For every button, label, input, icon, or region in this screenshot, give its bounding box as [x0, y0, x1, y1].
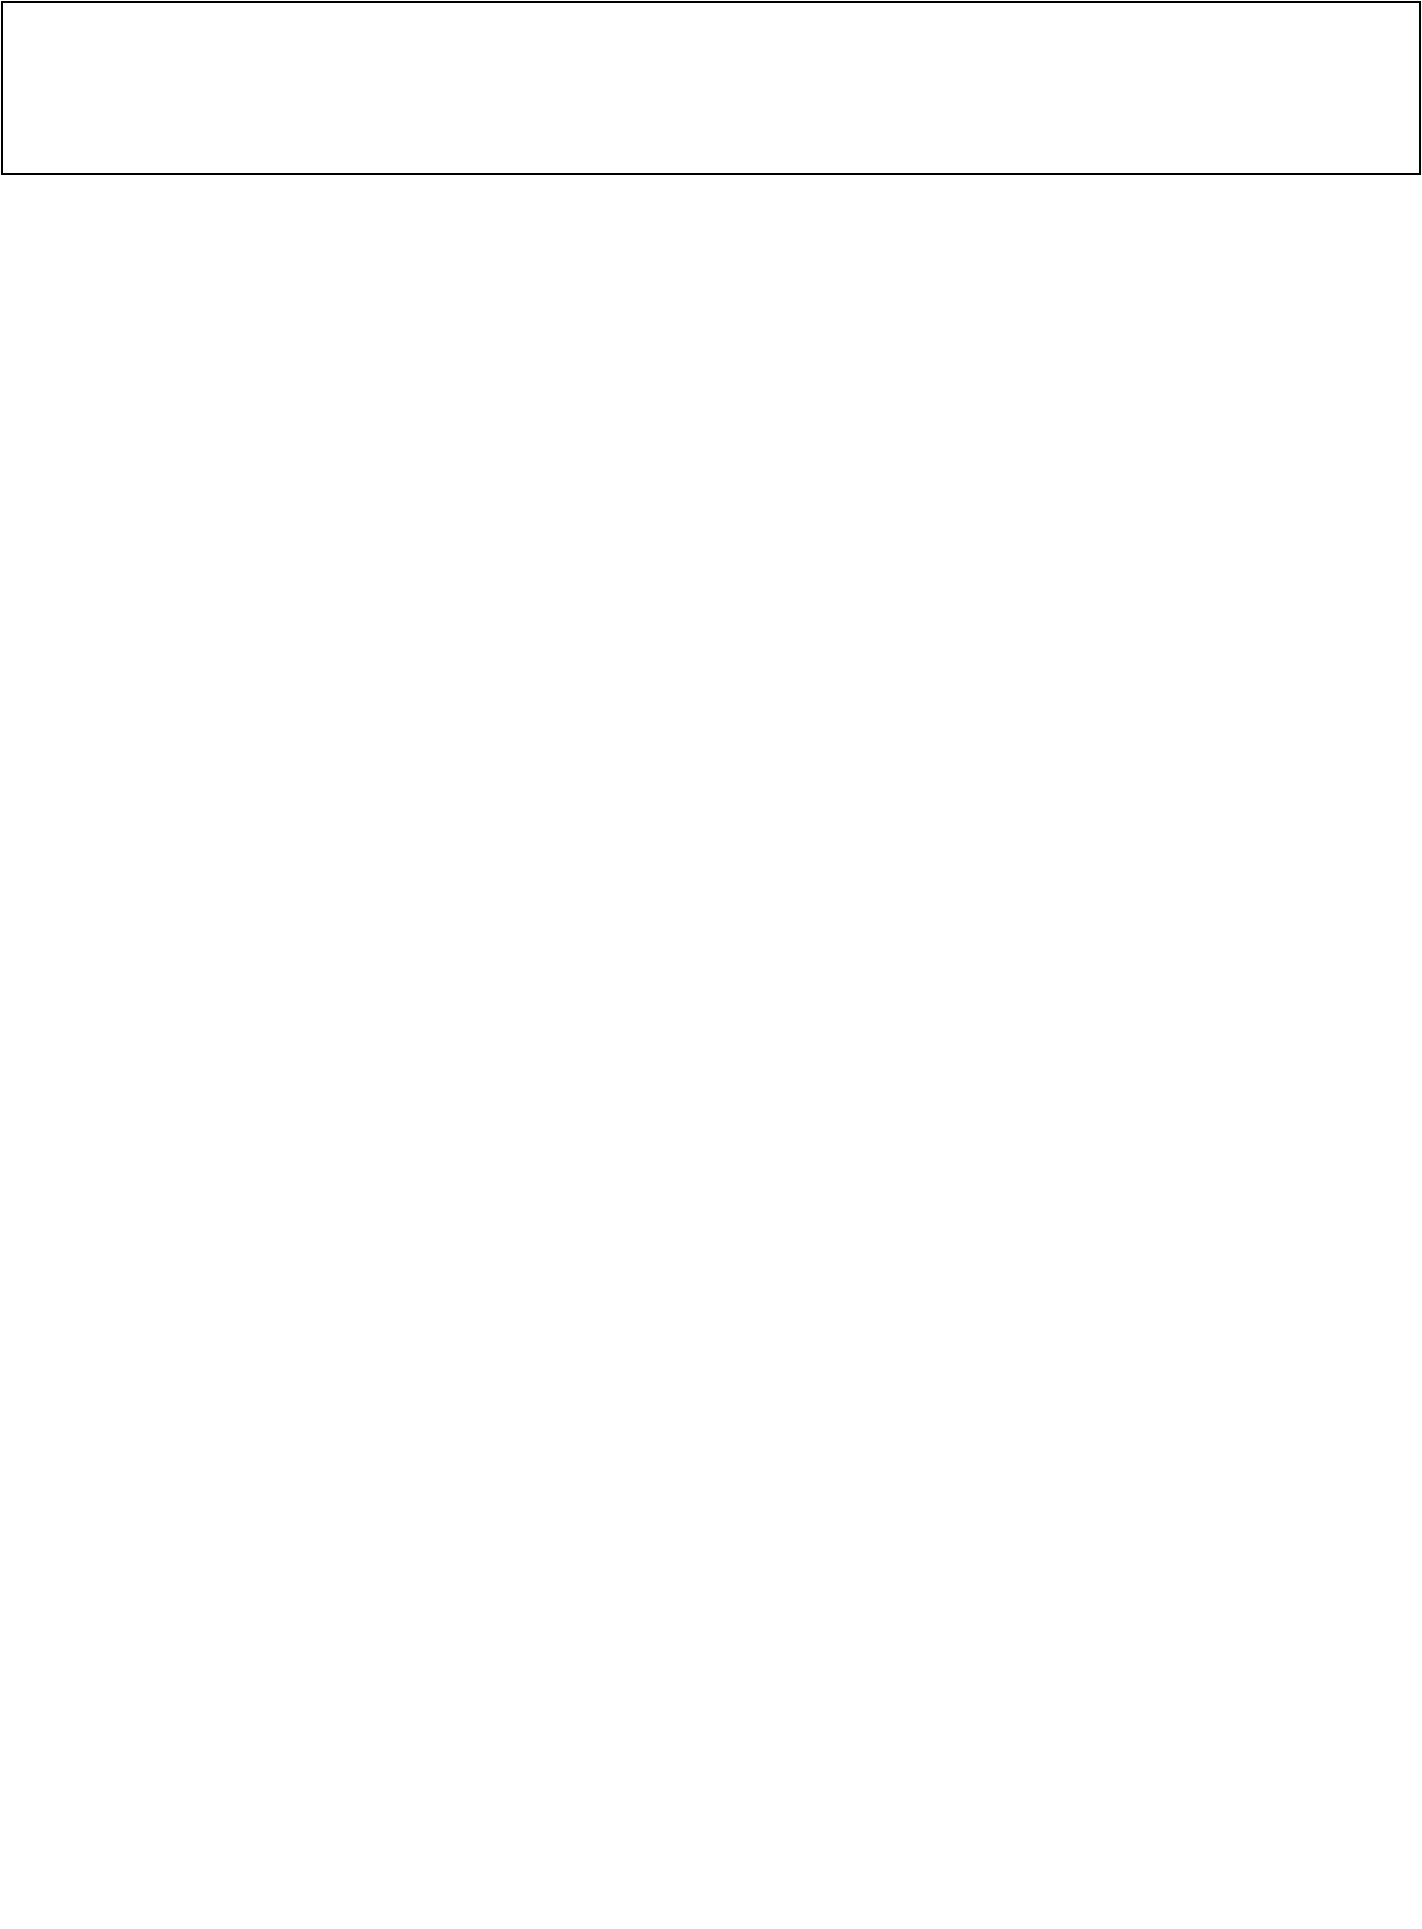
- form-sheet: [1, 1, 1421, 175]
- section-12: [1, 3, 1421, 175]
